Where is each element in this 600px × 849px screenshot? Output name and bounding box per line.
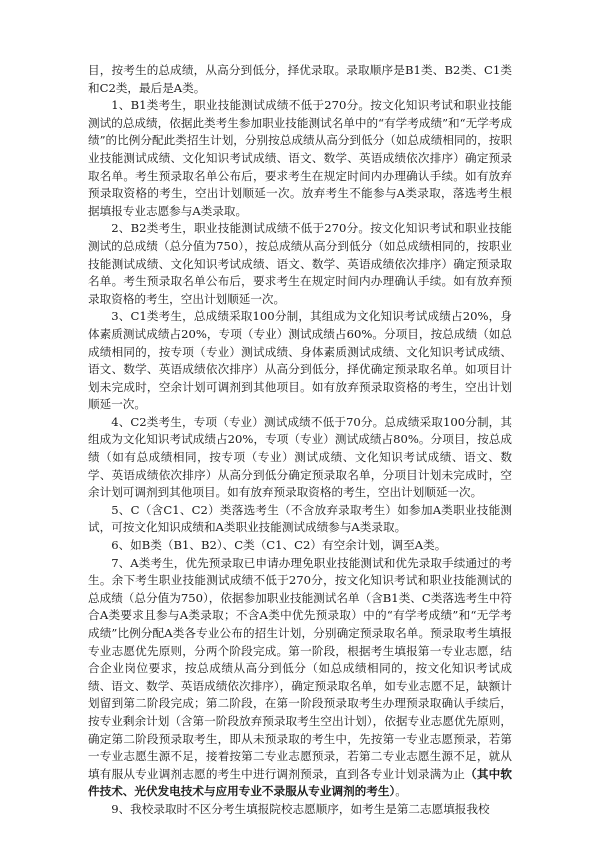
- paragraph-a-class-end: 。: [395, 784, 407, 799]
- paragraph-b1: 1、B1类考生，职业技能测试成绩不低于270分。按文化知识考试和职业技能测试的总成绩，依据此类考生参加职业技能测试名单中的“有学考成绩”和“无学考成绩”的比例分配此类招生计划，分别按总成绩从高分到低分（如总成绩相同的，按职业技能测试成绩、文化知识考试成绩、语文、数学、英语成绩依次排序）确定预录取名单。考生预录取名单公布后，要求考生在规定时间内办理确认手续。如有放弃预录取资格的考生，空出计划顺延一次。放弃考生不能参与A类录取，落选考生根据填报专业志愿参与A类录取。: [88, 98, 512, 218]
- paragraph-a-class-note: （其中软件技术、光伏发电技术与应用专业不录服从专业调剂的考生）: [88, 766, 512, 799]
- paragraph-a-class-body: 7、A类考生，优先预录取已申请办理免职业技能测试和优先录取手续通过的考生。余下考生职业技能测试成绩不低于270分，按文化知识考试和职业技能测试的总成绩（总分值为750），依据参加职业技能测试名单（含B1类、C类落选考生中符合A类要求且参与A类录取；不含A类中优先预录取）中的“有学考成绩”和“无学考成绩”比例分配A类各专业公布的招生计划，分别确定预录取名单。预录取考生填报专业志愿优先原则，分两个阶段完成。第一阶段，根据考生填报第一专业志愿，结合企业岗位要求，按总成绩从高分到低分（如总成绩相同的，按文化知识考试成绩、语文、数学、英语成绩依次排序），确定预录取名单，如专业志愿不足，缺额计划留到第二阶段完成；第二阶段，在第一阶段预录取考生办理预录取确认手续后，按专业剩余计划（含第一阶段放弃预录取考生空出计划），依据专业志愿优先原则，确定第二阶段预录取考生，即从未预录取的考生中，先按第一专业志愿预录，若第一专业志愿生源不足，接着按第二专业志愿预录，若第二专业志愿生源不足，就从填有服从专业调剂志愿的考生中进行调剂预录，直到各专业计划录满为止: [88, 555, 512, 781]
- paragraph-a-class: [88, 555, 512, 801]
- paragraph-spare-plan: 6、如B类（B1、B2）、C类（C1、C2）有空余计划，调至A类。: [111, 538, 447, 553]
- paragraph-c-fallback: 5、C（含C1、C2）类落选考生（不含放弃录取考生）如参加A类职业技能测试，可按文化知识成绩和A类职业技能测试成绩参与A类录取。: [88, 502, 512, 535]
- document-page: [88, 62, 512, 819]
- paragraph-c2: 4、C2类考生，专项（专业）测试成绩不低于70分。总成绩采取100分制，其组成为文化知识考试成绩占20%，专项（专业）测试成绩占80%。分项目，按总成绩（如有总成绩相同，按专项（专业）测试成绩、文化知识考试成绩、语文、数学、英语成绩依次排序）从高分到低分确定预录取名单，分项目计划未完成时，空余计划可调剂到其他项目。如有放弃预录取资格的考生，空出计划顺延一次。: [88, 414, 512, 500]
- paragraph-b2: 2、B2类考生，职业技能测试成绩不低于270分。按文化知识考试和职业技能测试的总成绩（总分值为750），按总成绩从高分到低分（如总成绩相同的，按职业技能测试成绩、文化知识考试成绩、语文、数学、英语成绩依次排序）确定预录取名单。考生预录取名单公布后，要求考生在规定时间内办理确认手续。如有放弃预录取资格的考生，空出计划顺延一次。: [88, 221, 512, 306]
- paragraph-c1: 3、C1类考生，总成绩采取100分制，其组成为文化知识考试成绩占20%，身体素质测试成绩占20%，专项（专业）测试成绩占60%。分项目，按总成绩（如总成绩相同的，按专项（专业）测试成绩、身体素质测试成绩、文化知识考试成绩、语文、数学、英语成绩依次排序）从高分到低分，择优确定预录取名单。如项目计划未完成时，空余计划可调剂到其他项目。如有放弃预录取资格的考生，空出计划顺延一次。: [88, 309, 512, 412]
- paragraph-volunteer-order: 9、我校录取时不区分考生填报院校志愿顺序，如考生是第二志愿填报我校: [111, 801, 490, 816]
- paragraph-intro: 目，按考生的总成绩，从高分到低分，择优录取。录取顺序是B1类、B2类、C1类和C2类，最后是A类。: [88, 63, 512, 95]
